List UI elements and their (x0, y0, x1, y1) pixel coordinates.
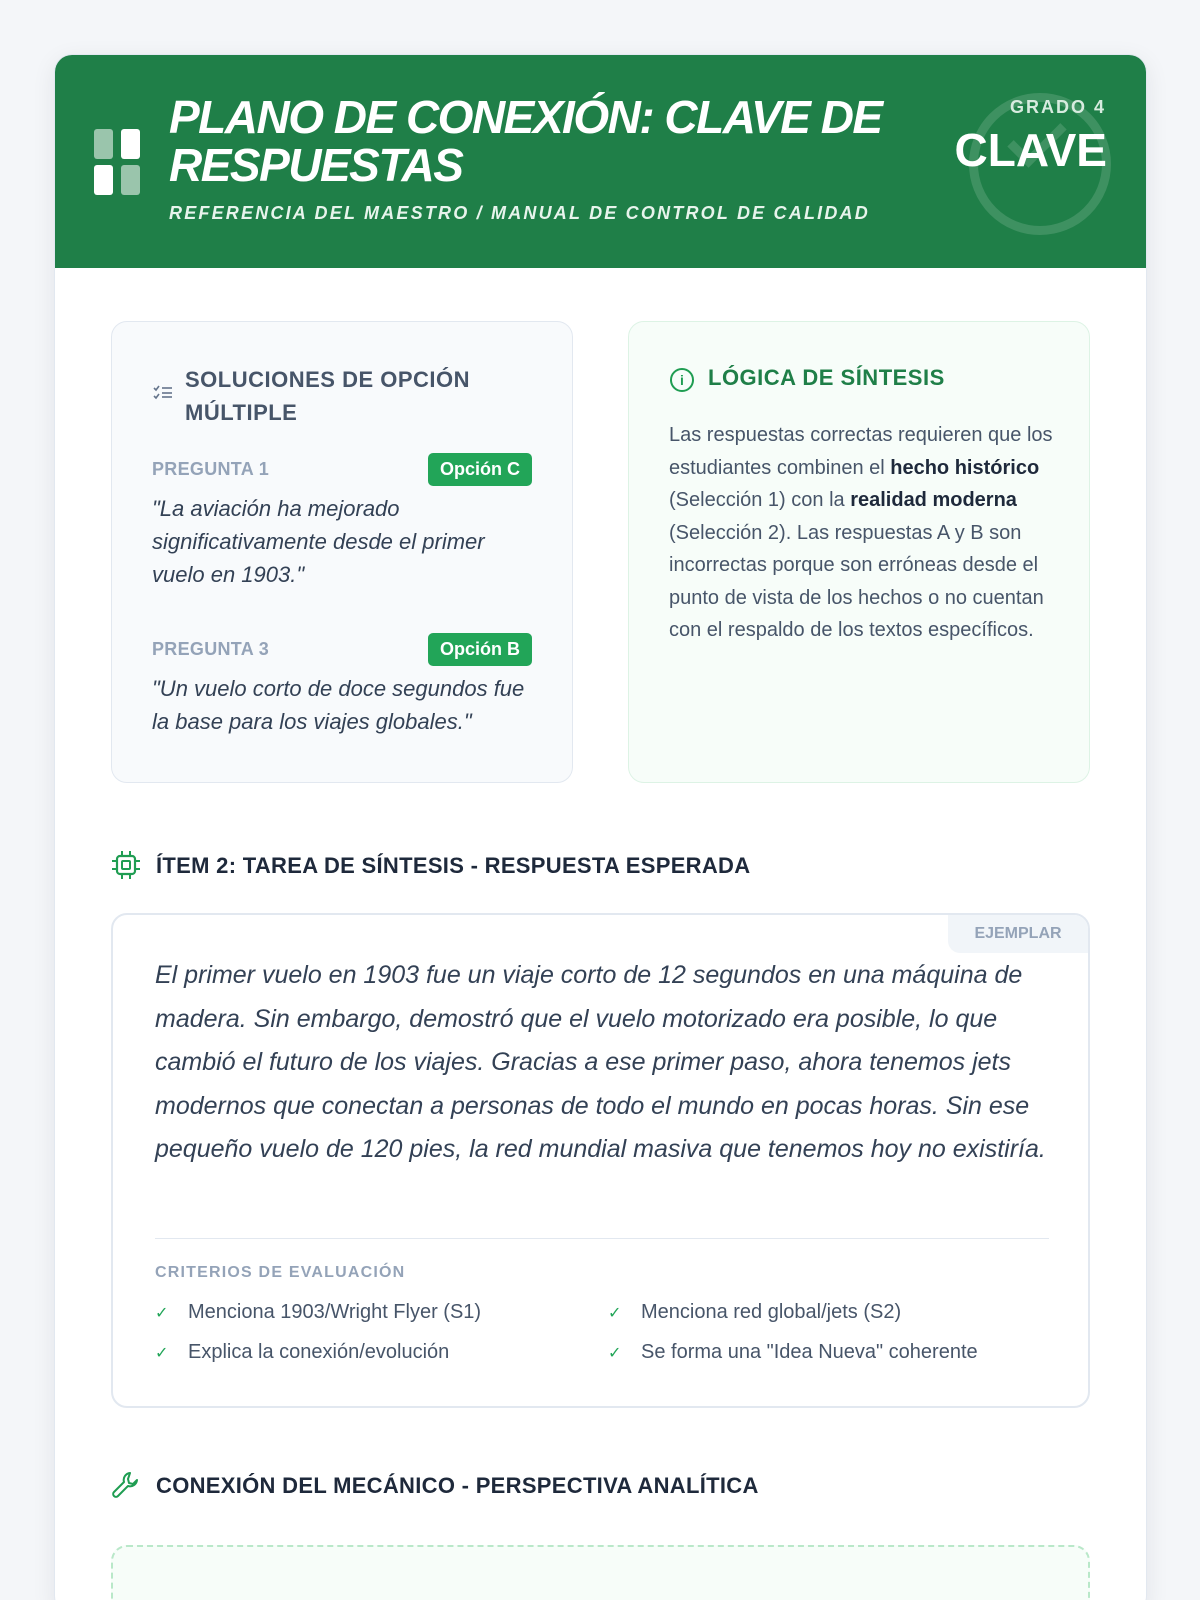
exemplar-tag: EJEMPLAR (948, 915, 1088, 953)
modern-reality-emphasis: realidad moderna (850, 489, 1017, 511)
page-title: PLANO DE CONEXIÓN: CLAVE DE RESPUESTAS (169, 91, 882, 191)
key-badge: CLAVE (954, 124, 1107, 176)
criteria-label: CRITERIOS DE EVALUACIÓN (155, 1264, 406, 1281)
check-icon: ✓ (608, 1305, 622, 1322)
historical-fact-emphasis: hecho histórico (890, 456, 1040, 479)
question-quote: "Un vuelo corto de doce segundos fue la base para los viajes globales." (152, 676, 525, 734)
multiple-choice-title: SOLUCIONES DE OPCIÓN MÚLTIPLE (185, 367, 471, 425)
wrench-icon (111, 1470, 141, 1500)
question-label: PREGUNTA 1 (152, 459, 270, 479)
question-quote: "La aviación ha mejorado significativamente desde el primer vuelo en 1903." (152, 496, 485, 587)
grid-logo-icon (94, 129, 140, 195)
synthesis-logic-panel (628, 321, 1090, 783)
header-banner (55, 55, 1146, 268)
mechanic-title: CONEXIÓN DEL MECÁNICO - PERSPECTIVA ANALÍTICA (156, 1473, 759, 1498)
mechanic-perspective-panel (111, 1545, 1090, 1600)
expected-answer-panel: EJEMPLAR El primer vuelo en 1903 fue un viaje corto de 12 segundos en una máquina de madera. Sin embargo, demostró que el vuelo motorizado era posible, lo que cambió el futuro de los viajes. Gracias a ese primer paso, ahora tenemos jets modernos que conectan a personas de todo el mundo en pocas horas. Sin ese pequeño vuelo de 120 pies, la red mundial masiva que tenemos hoy no existiría. CRITERIOS DE EVALUACIÓN ✓ Menciona 1903/Wright Flyer (S1) ✓ Menciona red global/jets (S2) ✓ Explica la conexión/evolución ✓ Se forma una "Idea Nueva" coherente (111, 913, 1090, 1408)
divider (155, 1238, 1049, 1239)
page-subtitle: REFERENCIA DEL MAESTRO / MANUAL DE CONTROL DE CALIDAD (169, 203, 870, 223)
expected-answer-text: El primer vuelo en 1903 fue un viaje corto de 12 segundos en una máquina de madera. Sin embargo, demostró que el vuelo motorizado era posible, lo que cambió el futuro de los viajes. Gracias a ese primer paso, ahora tenemos jets modernos que conectan a personas de todo el mundo en pocas horas. Sin ese pequeño vuelo de 120 pies, la red mundial masiva que tenemos hoy no existiría. (155, 961, 1046, 1163)
item2-title: ÍTEM 2: TAREA DE SÍNTESIS - RESPUESTA ESPERADA (156, 853, 751, 878)
check-icon: ✓ (155, 1345, 169, 1362)
grade-label: GRADO 4 (1009, 97, 1106, 117)
answer-key-card (54, 54, 1147, 1600)
question-label: PREGUNTA 3 (152, 639, 270, 659)
answer-pill: Opción B (428, 633, 532, 666)
answer-pill: Opción C (428, 453, 532, 486)
checklist-icon (153, 384, 173, 402)
chip-icon (111, 850, 141, 880)
multiple-choice-panel (111, 321, 573, 783)
synthesis-logic-title: LÓGICA DE SÍNTESIS (708, 365, 945, 390)
synthesis-logic-text: Las respuestas correctas requieren que los estudiantes combinen el hecho histórico (Selección 1) con la realidad moderna (Selección 2). Las respuestas A y B son incorrectas porque son erróneas desde el punto de vista de los hechos o no cuentan con el respaldo de los textos específicos. (669, 424, 1053, 641)
info-icon: i (670, 368, 694, 392)
check-icon: ✓ (155, 1305, 169, 1322)
check-icon: ✓ (608, 1345, 622, 1362)
